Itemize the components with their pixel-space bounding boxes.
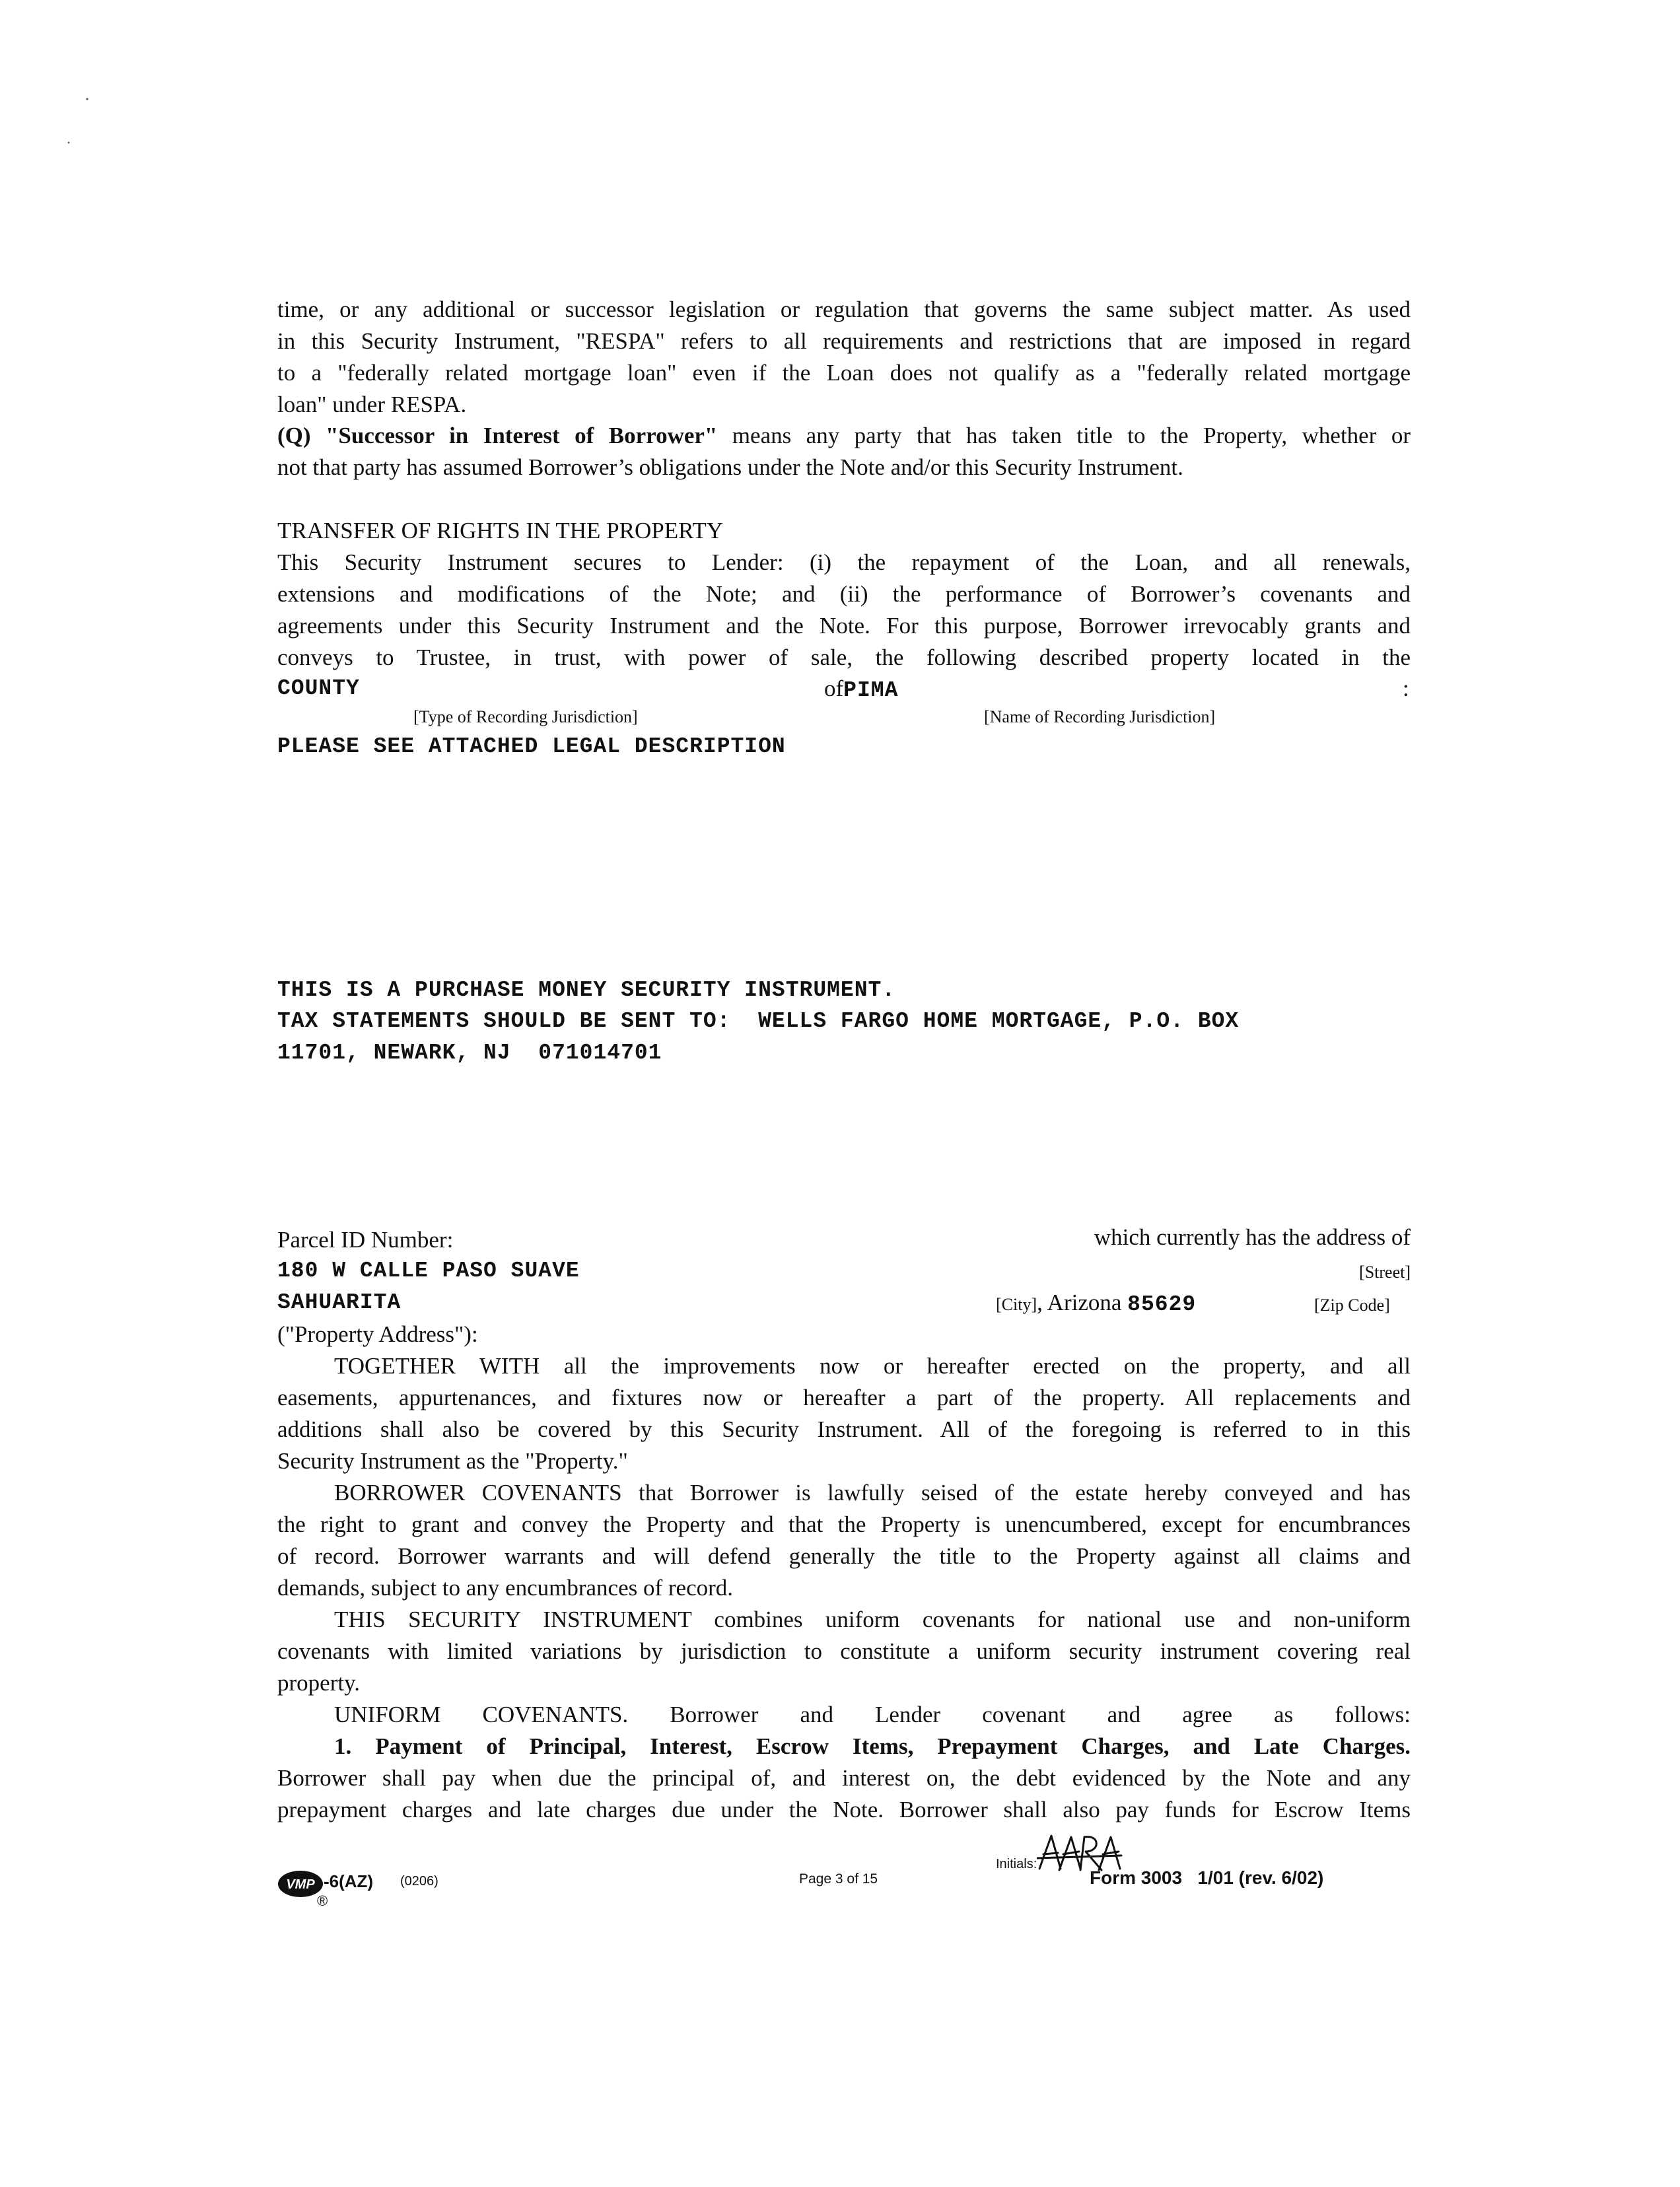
borrower-covenants-line: of record. Borrower warrants and will defend generally the title to the Property against all claims and xyxy=(277,1543,1411,1569)
together-line: Security Instrument as the "Property." xyxy=(277,1448,628,1474)
definition-q-line2: not that party has assumed Borrower’s obligations under the Note and/or this Security Instrument. xyxy=(277,454,1183,480)
borrower-covenants-line: demands, subject to any encumbrances of record. xyxy=(277,1575,734,1601)
registered-mark: ® xyxy=(317,1892,328,1909)
state-value: , Arizona xyxy=(1037,1290,1122,1315)
transfer-line: conveys to Trustee, in trust, with power of sale, the following described property located in the xyxy=(277,644,1411,670)
form-number: Form 3003 1/01 (rev. 6/02) xyxy=(1090,1867,1324,1888)
transfer-line: extensions and modifications of the Note; and (ii) the performance of Borrower’s covenants and xyxy=(277,581,1411,607)
parcel-id-label: Parcel ID Number: xyxy=(277,1227,454,1253)
payment-line: prepayment charges and late charges due under the Note. Borrower shall also pay funds for Escrow Items xyxy=(277,1797,1411,1822)
security-instrument-line: THIS SECURITY INSTRUMENT combines uniform covenants for national use and non-uniform xyxy=(334,1607,1411,1632)
transfer-line: agreements under this Security Instrument and the Note. For this purpose, Borrower irrevocably grants and xyxy=(277,613,1411,639)
definition-q-label: (Q) "Successor in Interest of Borrower" xyxy=(277,423,718,448)
page-footer xyxy=(277,1857,1413,1936)
borrower-covenants-line: the right to grant and convey the Property and that the Property is unencumbered, except for encumbrances xyxy=(277,1511,1411,1537)
jurisdiction-of xyxy=(824,672,898,707)
payment-heading: 1. Payment of Principal, Interest, Escrow Items, Prepayment Charges, and Late Charges. xyxy=(334,1733,1411,1759)
purchase-line: THIS IS A PURCHASE MONEY SECURITY INSTRUMENT. xyxy=(277,978,896,1002)
page-number: Page 3 of 15 xyxy=(799,1871,878,1887)
name-caption: [Name of Recording Jurisdiction] xyxy=(984,707,1216,726)
jurisdiction-name: PIMA xyxy=(843,678,899,703)
tax-address-line: 11701, NEWARK, NJ 071014701 xyxy=(277,1041,662,1065)
vmp-logo-text: VMP xyxy=(286,1877,315,1892)
zip-caption: [Zip Code] xyxy=(1314,1296,1390,1315)
address-of-label: which currently has the address of xyxy=(1094,1224,1411,1250)
scan-specks xyxy=(66,92,119,158)
security-instrument-line: property. xyxy=(277,1670,361,1696)
uniform-covenants-line: UNIFORM COVENANTS. Borrower and Lender covenant and agree as follows: xyxy=(334,1702,1411,1727)
of-label: of xyxy=(824,676,844,701)
definition-q-line1 xyxy=(277,419,1411,452)
borrower-covenants-line: BORROWER COVENANTS that Borrower is lawfully seised of the estate hereby conveyed and has xyxy=(334,1480,1411,1506)
together-line: easements, appurtenances, and fixtures now or hereafter a part of the property. All replacements and xyxy=(277,1385,1411,1410)
intro-line: loan" under RESPA. xyxy=(277,392,467,417)
initials-label: Initials: xyxy=(996,1857,1037,1871)
street-value: 180 W CALLE PASO SUAVE xyxy=(277,1259,580,1283)
form-code: -6(AZ) xyxy=(324,1871,374,1891)
intro-line: to a "federally related mortgage loan" even if the Loan does not qualify as a "federally related mortgage xyxy=(277,360,1411,386)
city-caption: [City] xyxy=(996,1295,1037,1314)
city-state-zip xyxy=(996,1286,1196,1321)
together-line: additions shall also be covered by this Security Instrument. All of the foregoing is referred to in this xyxy=(277,1416,1411,1442)
jurisdiction-colon: : xyxy=(1403,676,1409,701)
form-date: (0206) xyxy=(400,1874,438,1889)
initials-signature xyxy=(1037,1832,1123,1873)
legal-description: PLEASE SEE ATTACHED LEGAL DESCRIPTION xyxy=(277,734,786,759)
intro-line: in this Security Instrument, "RESPA" refers to all requirements and restrictions that are imposed in regard xyxy=(277,328,1411,354)
transfer-heading: TRANSFER OF RIGHTS IN THE PROPERTY xyxy=(277,518,723,543)
city-value: SAHUARITA xyxy=(277,1290,402,1315)
tax-statements-line: TAX STATEMENTS SHOULD BE SENT TO: WELLS FARGO HOME MORTGAGE, P.O. BOX xyxy=(277,1009,1240,1033)
transfer-line: This Security Instrument secures to Lender: (i) the repayment of the Loan, and all renewals, xyxy=(277,549,1411,575)
together-line: TOGETHER WITH all the improvements now or hereafter erected on the property, and all xyxy=(334,1353,1411,1379)
street-caption: [Street] xyxy=(1359,1263,1411,1282)
definition-q-text: means any party that has taken title to the Property, whether or xyxy=(717,423,1411,448)
property-address-label: ("Property Address"): xyxy=(277,1321,478,1347)
intro-line: time, or any additional or successor legislation or regulation that governs the same subject matter. As used xyxy=(277,296,1411,322)
jurisdiction-type: COUNTY xyxy=(277,676,360,701)
type-caption: [Type of Recording Jurisdiction] xyxy=(413,707,638,726)
payment-line: Borrower shall pay when due the principal of, and interest on, the debt evidenced by the Note and any xyxy=(277,1765,1411,1791)
security-instrument-line: covenants with limited variations by jurisdiction to constitute a uniform security instrument covering real xyxy=(277,1638,1411,1664)
zip-value: 85629 xyxy=(1127,1292,1197,1317)
